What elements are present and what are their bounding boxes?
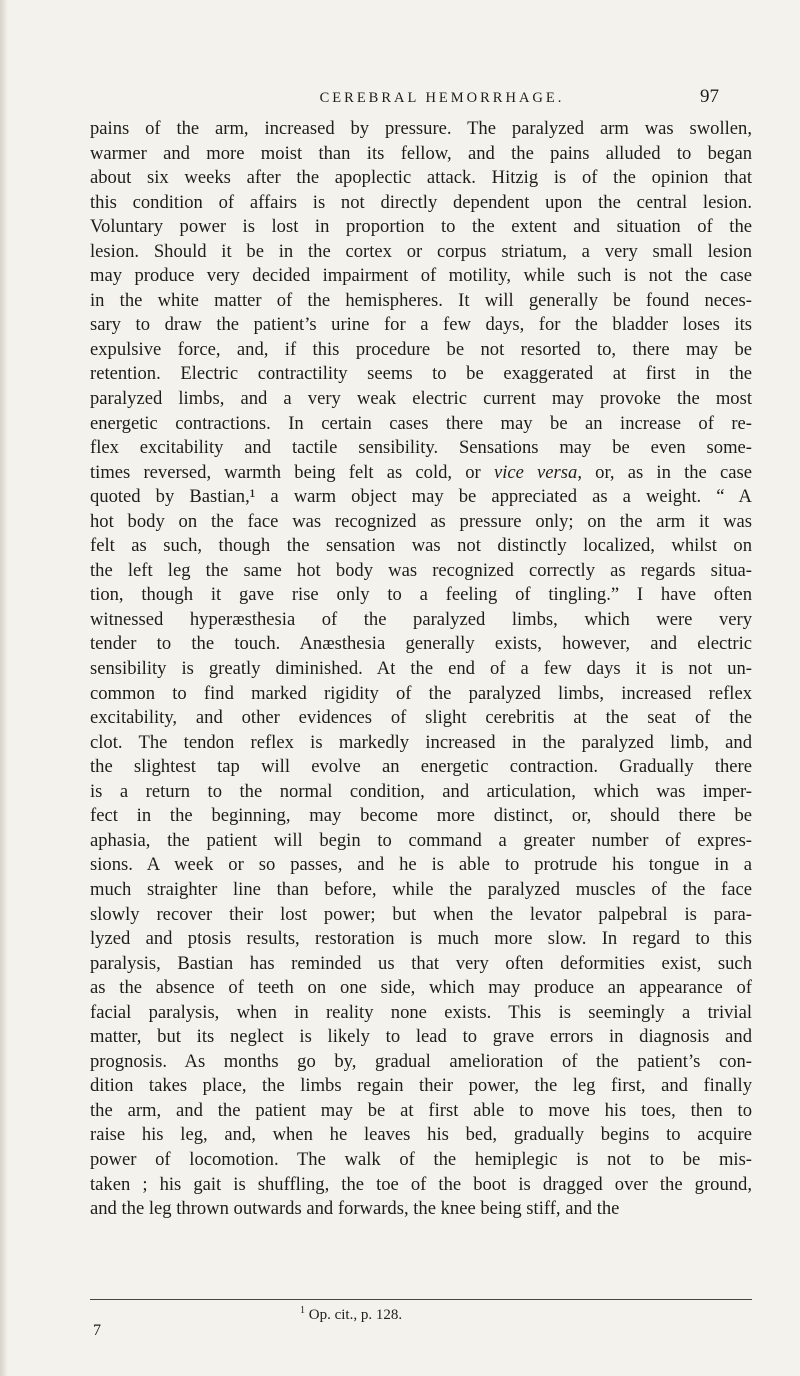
text-line: matter, but its neglect is likely to lead to grave errors in diagnosis and — [90, 1026, 752, 1048]
text-line: as the absence of teeth on one side, which may produce an appearance of — [90, 977, 752, 999]
text-line: much straighter line than before, while the paralyzed muscles of the face — [90, 878, 752, 900]
text-line: warmer and more moist than its fellow, and the pains alluded to began — [90, 142, 752, 164]
text-line: quoted by Bastian,¹ a warm object may be appreciated as a weight. “ A — [90, 486, 752, 508]
text-line: fect in the beginning, may become more distinct, or, should there be — [90, 805, 752, 827]
text-line: Voluntary power is lost in proportion to the extent and situation of the — [90, 216, 752, 238]
text-line: may produce very decided impairment of motility, while such is not the case — [90, 265, 752, 287]
text-line: dition takes place, the limbs regain their power, the leg first, and finally — [90, 1075, 752, 1097]
text-line: times reversed, warmth being felt as cold, or vice versa, or, as in the case — [90, 461, 752, 483]
text-line: tion, though it gave rise only to a feeling of tingling.” I have often — [90, 584, 752, 606]
text-line: expulsive force, and, if this procedure be not resorted to, there may be — [90, 338, 752, 360]
text-line: this condition of affairs is not directly dependent upon the central lesion. — [90, 191, 752, 213]
text-line: paralysis, Bastian has reminded us that very often deformities exist, such — [90, 952, 752, 974]
text-line: aphasia, the patient will begin to command a greater number of expres- — [90, 829, 752, 851]
text-line: sensibility is greatly diminished. At the end of a few days it is not un- — [90, 658, 752, 680]
text-line: the left leg the same hot body was recognized correctly as regards situa- — [90, 559, 752, 581]
footnote-rule — [90, 1299, 752, 1300]
text-line: sary to draw the patient’s urine for a few days, for the bladder loses its — [90, 314, 752, 336]
text-line: tender to the touch. Anæsthesia generally exists, however, and electric — [90, 633, 752, 655]
text-line: about six weeks after the apoplectic attack. Hitzig is of the opinion that — [90, 167, 752, 189]
text-line: pains of the arm, increased by pressure. The paralyzed arm was swollen, — [90, 118, 752, 139]
text-line: clot. The tendon reflex is markedly increased in the paralyzed limb, and — [90, 731, 752, 753]
text-line: the arm, and the patient may be at first able to move his toes, then to — [90, 1099, 752, 1121]
footnote-marker: 1 — [300, 1305, 305, 1316]
text-line: lesion. Should it be in the cortex or corpus striatum, a very small lesion — [90, 240, 752, 262]
text-line: and the leg thrown outwards and forwards, the knee being stiff, and the — [90, 1198, 620, 1220]
text-line: flex excitability and tactile sensibility. Sensations may be even some- — [90, 437, 752, 459]
text-line: facial paralysis, when in reality none exists. This is seemingly a trivial — [90, 1001, 752, 1023]
text-line: in the white matter of the hemispheres. It will generally be found neces- — [90, 289, 752, 311]
footnote-text: Op. cit., p. 128. — [308, 1307, 403, 1323]
text-line: energetic contractions. In certain cases there may be an increase of re- — [90, 412, 752, 434]
text-line: felt as such, though the sensation was not distinctly localized, whilst on — [90, 535, 752, 557]
text-line: paralyzed limbs, and a very weak electric current may provoke the most — [90, 388, 752, 410]
text-line: witnessed hyperæsthesia of the paralyzed limbs, which were very — [90, 608, 752, 630]
footnote — [300, 1305, 402, 1324]
text-line: common to find marked rigidity of the paralyzed limbs, increased reflex — [90, 682, 752, 704]
text-line: slowly recover their lost power; but when the levator palpebral is para- — [90, 903, 752, 925]
text-line: hot body on the face was recognized as pressure only; on the arm it was — [90, 510, 752, 532]
text-line: sions. A week or so passes, and he is able to protrude his tongue in a — [90, 854, 752, 876]
text-line: taken ; his gait is shuffling, the toe of the boot is dragged over the ground, — [90, 1173, 752, 1195]
text-line: power of locomotion. The walk of the hemiplegic is not to be mis- — [90, 1148, 752, 1170]
page-number: 97 — [700, 86, 719, 107]
text-line: excitability, and other evidences of slight cerebritis at the seat of the — [90, 707, 752, 729]
signature-mark: 7 — [93, 1322, 101, 1339]
body-text — [90, 117, 752, 1222]
running-head: CEREBRAL HEMORRHAGE. — [319, 90, 565, 106]
text-line: is a return to the normal condition, and articulation, which was imper- — [90, 780, 752, 802]
text-line: the slightest tap will evolve an energetic contraction. Gradually there — [90, 756, 752, 778]
text-line: lyzed and ptosis results, restoration is much more slow. In regard to this — [90, 928, 752, 950]
text-line: prognosis. As months go by, gradual amelioration of the patient’s con- — [90, 1050, 752, 1072]
text-line: raise his leg, and, when he leaves his bed, gradually begins to acquire — [90, 1124, 752, 1146]
page-edge-shadow — [0, 0, 8, 1376]
text-line: retention. Electric contractility seems to be exaggerated at first in the — [90, 363, 752, 385]
